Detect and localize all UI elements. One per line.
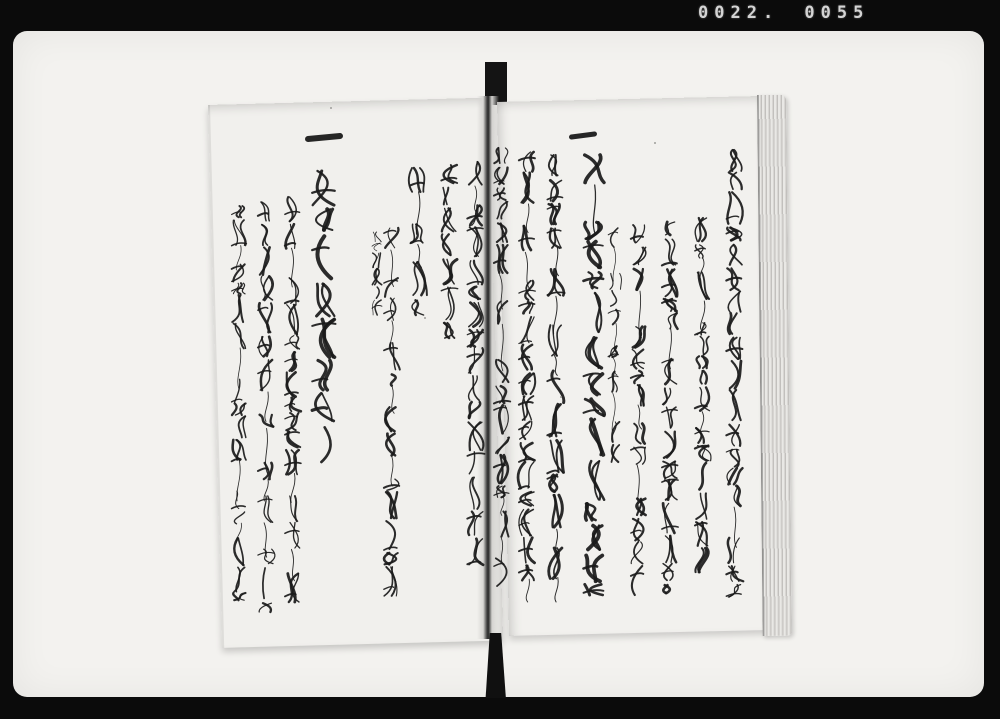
dust-speck: [330, 107, 332, 109]
frame-counter: 0022. 0055: [698, 3, 870, 23]
gutter-fold: [477, 96, 499, 639]
left-page: [208, 98, 503, 648]
page-edge-stack: [757, 95, 792, 636]
dust-speck: [424, 317, 426, 319]
right-page: [497, 96, 770, 636]
dust-speck: [654, 142, 656, 144]
dust-speck: [560, 396, 562, 398]
